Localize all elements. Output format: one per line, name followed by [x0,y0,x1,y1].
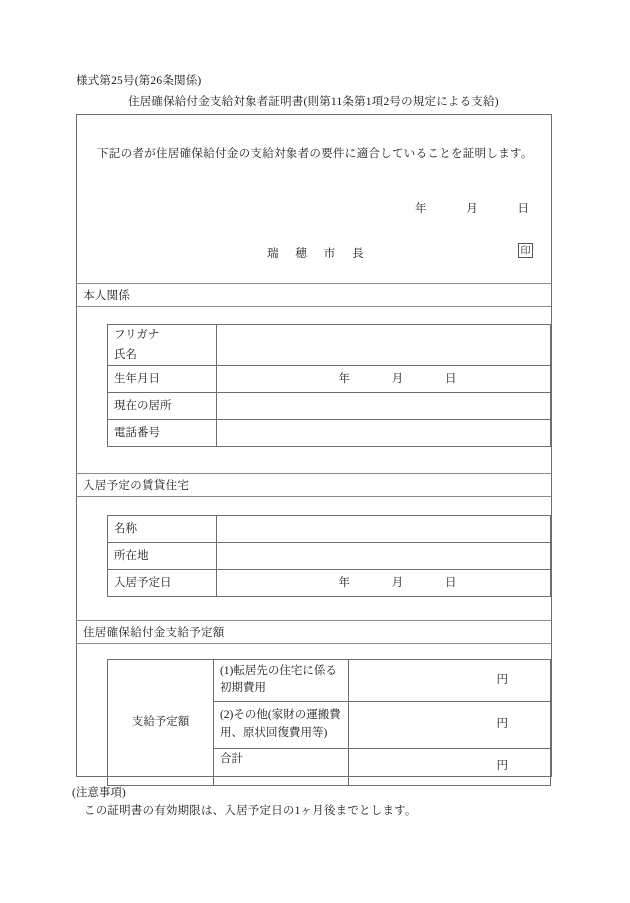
yen-unit: 円 [496,673,508,686]
cell-benefit-item-3: 合計 [213,748,348,785]
table-row [108,393,551,420]
form-frame [76,114,552,777]
cell-label-birthdate: 生年月日 [108,366,217,393]
seal-icon: 印 [518,243,533,258]
form-number: 様式第25号(第26条関係) [76,75,202,87]
cell-benefit-item-2: (2)その他(家財の運搬費用、原状回復費用等) [213,701,348,748]
table-row [108,366,551,393]
month-label: 月 [391,576,404,589]
table-row [108,516,551,543]
notes-body: この証明書の有効期限は、入居予定日の1ヶ月後までとします。 [84,805,417,817]
cell-benefit-row-header: 支給予定額 [108,660,214,786]
table-row [108,543,551,570]
label-name: 氏名 [114,349,137,362]
certification-statement: 下記の者が住居確保給付金の支給対象者の要件に適合していることを証明します。 [97,148,533,160]
label-furigana: フリガナ [114,329,160,341]
year-label: 年 [415,203,427,215]
cell-label-phone: 電話番号 [108,420,217,447]
cell-value-name[interactable] [216,325,551,366]
document-title: 住居確保給付金支給対象者証明書(則第11条第1項2号の規定による支給) [128,96,499,108]
cell-label-rental-address: 所在地 [108,543,217,570]
cell-value-birthdate[interactable] [216,366,551,393]
section-title-benefit: 住居確保給付金支給予定額 [83,627,225,639]
cell-label-furigana-name [108,325,217,366]
table-row [108,660,551,702]
table-personal [107,324,551,447]
issuer-row [267,245,533,261]
section-title-personal: 本人関係 [83,290,131,302]
month-label: 月 [466,203,478,215]
section-divider-rental-bottom [77,496,551,497]
cell-value-movein-date[interactable] [216,570,551,597]
table-row [108,420,551,447]
table-row [108,325,551,366]
notes-title: (注意事項) [72,787,126,799]
cell-label-current-address: 現在の居所 [108,393,217,420]
cell-benefit-item-1: (1)転居先の住宅に係る初期費用 [213,660,348,702]
cell-value-rental-name[interactable] [216,516,551,543]
movein-ymd [223,575,545,592]
section-divider-benefit-top [77,620,551,621]
yen-unit: 円 [496,717,508,730]
day-label: 日 [445,372,457,385]
year-label: 年 [338,372,350,385]
day-label: 日 [445,576,457,589]
cell-value-rental-address[interactable] [216,543,551,570]
table-row [108,570,551,597]
day-label: 日 [517,203,529,215]
cell-value-current-address[interactable] [216,393,551,420]
section-divider-personal-top [77,283,551,284]
section-divider-personal-bottom [77,306,551,307]
issuer-name: 瑞 穂 市 長 [267,248,371,260]
certification-date-line [415,200,529,216]
cell-benefit-amount-2[interactable] [349,701,551,748]
birthdate-ymd [223,371,545,388]
table-benefit [107,659,551,786]
month-label: 月 [391,372,404,385]
cell-label-movein-date: 入居予定日 [108,570,217,597]
table-rental [107,515,551,597]
section-divider-benefit-bottom [77,643,551,644]
year-label: 年 [338,576,350,589]
section-title-rental: 入居予定の賃貸住宅 [83,480,190,492]
section-divider-rental-top [77,473,551,474]
cell-label-rental-name: 名称 [108,516,217,543]
yen-unit: 円 [496,759,508,772]
cell-value-phone[interactable] [216,420,551,447]
cell-benefit-amount-1[interactable] [349,660,551,702]
cell-benefit-amount-3[interactable] [349,748,551,785]
